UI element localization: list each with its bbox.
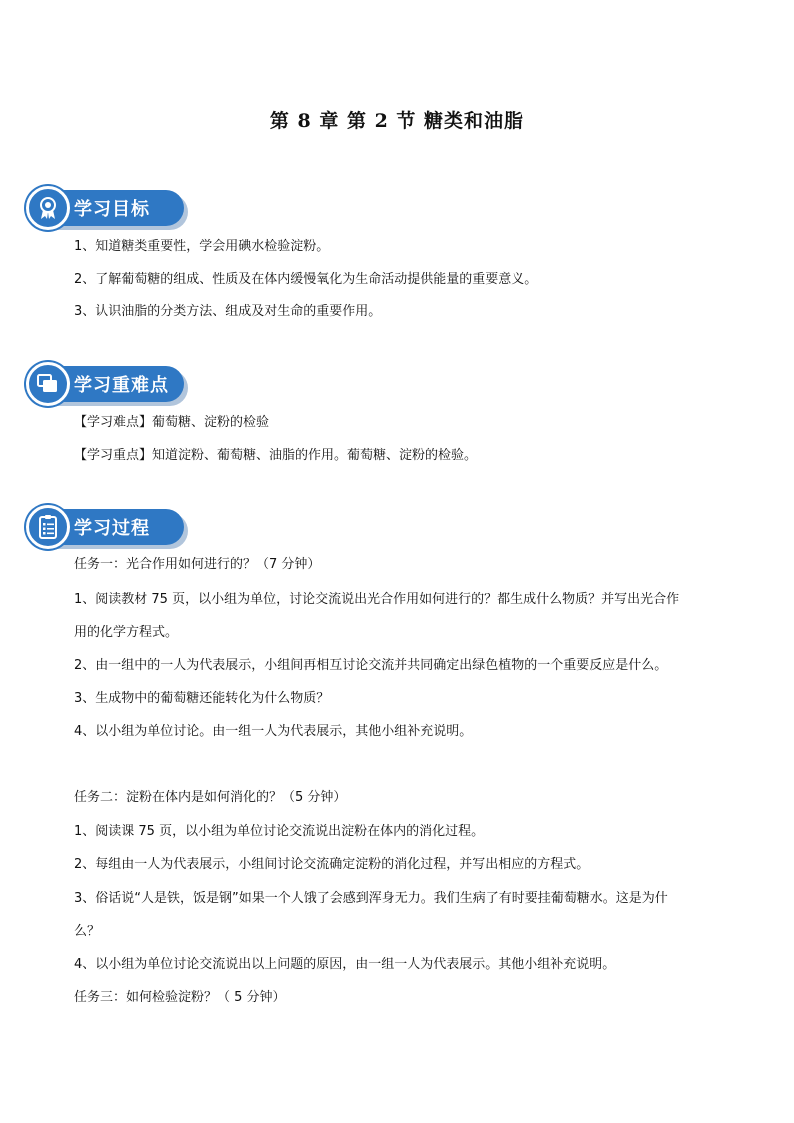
task-item: 1、阅读教材 75 页，以小组为单位，讨论交流说出光合作用如何进行的？都生成什么物质？并写出光合作	[74, 592, 680, 607]
task-item: 4、以小组为单位讨论交流说出以上问题的原因，由一组一人为代表展示。其他小组补充说明。	[74, 957, 616, 972]
section-label: 学习目标	[74, 199, 150, 220]
task-title: 任务二：淀粉在体内是如何消化的？（5 分钟）	[74, 790, 347, 805]
section-banner-process	[26, 505, 186, 549]
stacked-cards-icon	[26, 362, 70, 406]
goal-item: 2、了解葡萄糖的组成、性质及在体内缓慢氧化为生命活动提供能量的重要意义。	[74, 272, 538, 287]
task-item: 2、由一组中的一人为代表展示，小组间再相互讨论交流并共同确定出绿色植物的一个重要反应是什么。	[74, 658, 668, 673]
task-item: 2、每组由一人为代表展示，小组间讨论交流确定淀粉的消化过程，并写出相应的方程式。	[74, 857, 590, 872]
page-title: 第 8 章 第 2 节 糖类和油脂	[269, 110, 525, 132]
section-banner-keypoints	[26, 362, 186, 406]
task-item: 3、俗话说“人是铁，饭是钢”如果一个人饿了会感到浑身无力。我们生病了有时要挂葡萄糖水。这是为什	[74, 891, 668, 906]
keypoint-item: 【学习难点】葡萄糖、淀粉的检验	[74, 415, 270, 430]
task-item: 1、阅读课 75 页，以小组为单位讨论交流说出淀粉在体内的消化过程。	[74, 824, 485, 839]
section-banner-goals	[26, 186, 186, 230]
task-item: 用的化学方程式。	[74, 625, 179, 640]
section-label: 学习重难点	[74, 375, 169, 396]
task-title: 任务三：如何检验淀粉？（ 5 分钟）	[74, 990, 286, 1005]
keypoint-item: 【学习重点】知道淀粉、葡萄糖、油脂的作用。葡萄糖、淀粉的检验。	[74, 448, 478, 463]
goal-item: 3、认识油脂的分类方法、组成及对生命的重要作用。	[74, 304, 382, 319]
award-ribbon-icon	[26, 186, 70, 230]
goal-item: 1、知道糖类重要性，学会用碘水检验淀粉。	[74, 239, 330, 254]
task-title: 任务一：光合作用如何进行的？（7 分钟）	[74, 557, 321, 572]
task-item: 3、生成物中的葡萄糖还能转化为什么物质？	[74, 691, 330, 706]
clipboard-checklist-icon	[26, 505, 70, 549]
task-item: 么？	[74, 924, 101, 939]
section-label: 学习过程	[74, 518, 150, 539]
task-item: 4、以小组为单位讨论。由一组一人为代表展示，其他小组补充说明。	[74, 724, 473, 739]
